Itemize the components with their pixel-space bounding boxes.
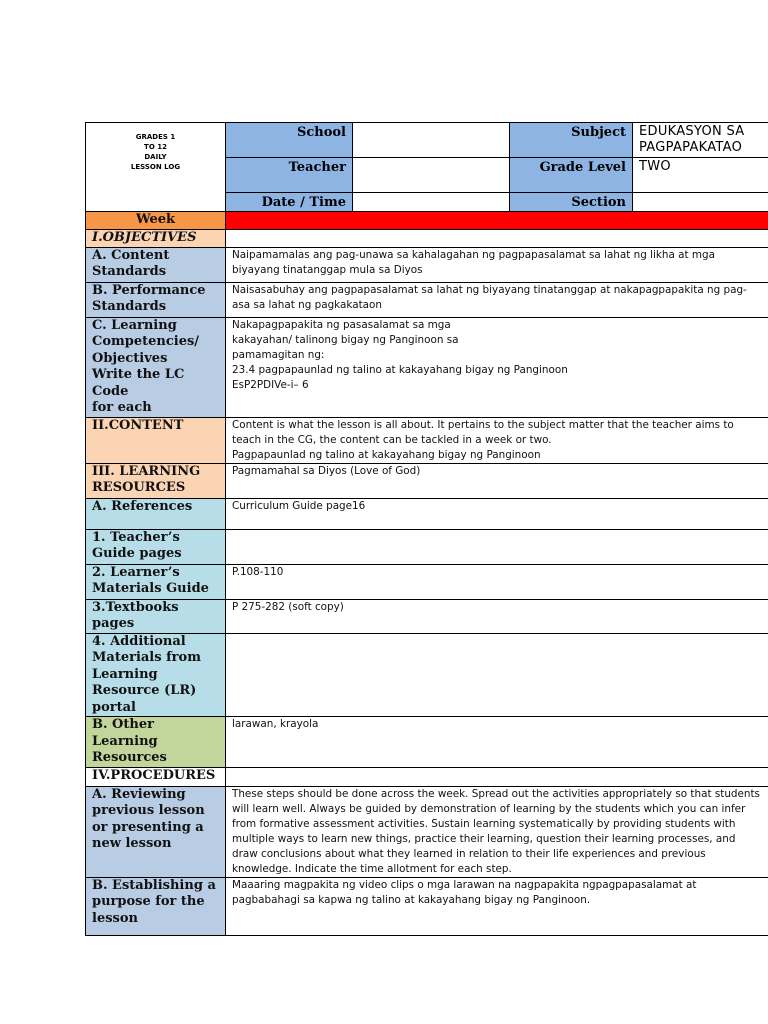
teacher-value[interactable]: [353, 158, 510, 193]
dll-logo-text: GRADES 1 TO 12 DAILY LESSON LOG: [86, 123, 226, 212]
objectives-heading: I.OBJECTIVES: [86, 230, 226, 248]
week-bar: [226, 212, 768, 230]
section-value[interactable]: [633, 193, 768, 212]
learners-materials-value[interactable]: P.108-110: [226, 564, 768, 599]
other-resources-value[interactable]: larawan, krayola: [226, 717, 768, 768]
procedures-heading: IV.PROCEDURES: [86, 767, 226, 786]
performance-standards-label: B. Performance Standards: [86, 282, 226, 317]
lesson-table: [85, 211, 768, 936]
other-resources-label: B. Other Learning Resources: [86, 717, 226, 768]
learning-resources-heading-value[interactable]: Pagmamahal sa Diyos (Love of God): [226, 463, 768, 498]
textbooks-value[interactable]: P 275-282 (soft copy): [226, 599, 768, 633]
school-value[interactable]: [353, 123, 510, 158]
additional-materials-value[interactable]: [226, 633, 768, 717]
reviewing-value[interactable]: These steps should be done across the week. Spread out the activities appropriately so that students will learn well. Always be guided by demonstration of learning by the students which you can infer from formative assessment activities. Sustain learning systematically by providing students with multiple ways to learn new things, practice their learning, question their learning processes, and draw conclusions about what they learned in relation to their life experiences and previous knowledge. Indicate the time allotment for each step.: [226, 786, 768, 877]
content-standards-label: A. Content Standards: [86, 247, 226, 282]
textbooks-label: 3.Textbooks pages: [86, 599, 226, 633]
content-standards-value[interactable]: Naipamamalas ang pag-unawa sa kahalagahan ng pagpapasalamat sa lahat ng likha at mga biyayang tinatanggap mula sa Diyos: [226, 247, 768, 282]
subject-value[interactable]: EDUKASYON SA PAGPAPAKATAO: [633, 123, 768, 158]
competencies-label: C. Learning Competencies/ Objectives Write the LC Code for each: [86, 317, 226, 417]
date-time-label: Date / Time: [226, 193, 353, 212]
teachers-guide-value[interactable]: [226, 529, 768, 564]
references-value[interactable]: Curriculum Guide page16: [226, 498, 768, 529]
header-table: [85, 122, 768, 212]
grade-level-label: Grade Level: [510, 158, 633, 193]
grade-level-value[interactable]: TWO: [633, 158, 768, 193]
purpose-label: B. Establishing a purpose for the lesson: [86, 877, 226, 935]
subject-label: Subject: [510, 123, 633, 158]
daily-lesson-log: [85, 122, 768, 936]
purpose-value[interactable]: Maaaring magpakita ng video clips o mga larawan na nagpapakita ngpagpapasalamat at pagbabahagi sa kapwa ng talino at kakayahang bigay ng Panginoon.: [226, 877, 768, 935]
section-label: Section: [510, 193, 633, 212]
references-label: A. References: [86, 498, 226, 529]
performance-standards-value[interactable]: Naisasabuhay ang pagpapasalamat sa lahat ng biyayang tinatanggap at nakapagpapakita ng pag-asa sa lahat ng pagkakataon: [226, 282, 768, 317]
learning-resources-heading: III. LEARNING RESOURCES: [86, 463, 226, 498]
week-label: Week: [86, 212, 226, 230]
objectives-heading-value: [226, 230, 768, 248]
reviewing-label: A. Reviewing previous lesson or presenting a new lesson: [86, 786, 226, 877]
teacher-label: Teacher: [226, 158, 353, 193]
procedures-heading-value: [226, 767, 768, 786]
additional-materials-label: 4. Additional Materials from Learning Resource (LR) portal: [86, 633, 226, 717]
content-heading: II.CONTENT: [86, 417, 226, 463]
content-value[interactable]: Content is what the lesson is all about. It pertains to the subject matter that the teacher aims to teach in the CG, the content can be tackled in a week or two. Pagpapaunlad ng talino at kakayahang bigay ng Panginoon: [226, 417, 768, 463]
school-label: School: [226, 123, 353, 158]
learners-materials-label: 2. Learner’s Materials Guide: [86, 564, 226, 599]
date-time-value[interactable]: [353, 193, 510, 212]
teachers-guide-label: 1. Teacher’s Guide pages: [86, 529, 226, 564]
competencies-value[interactable]: Nakapagpapakita ng pasasalamat sa mga kakayahan/ talinong bigay ng Panginoon sa pamamagitan ng: 23.4 pagpapaunlad ng talino at kakayahang bigay ng Panginoon EsP2PDIVe-i– 6: [226, 317, 768, 417]
